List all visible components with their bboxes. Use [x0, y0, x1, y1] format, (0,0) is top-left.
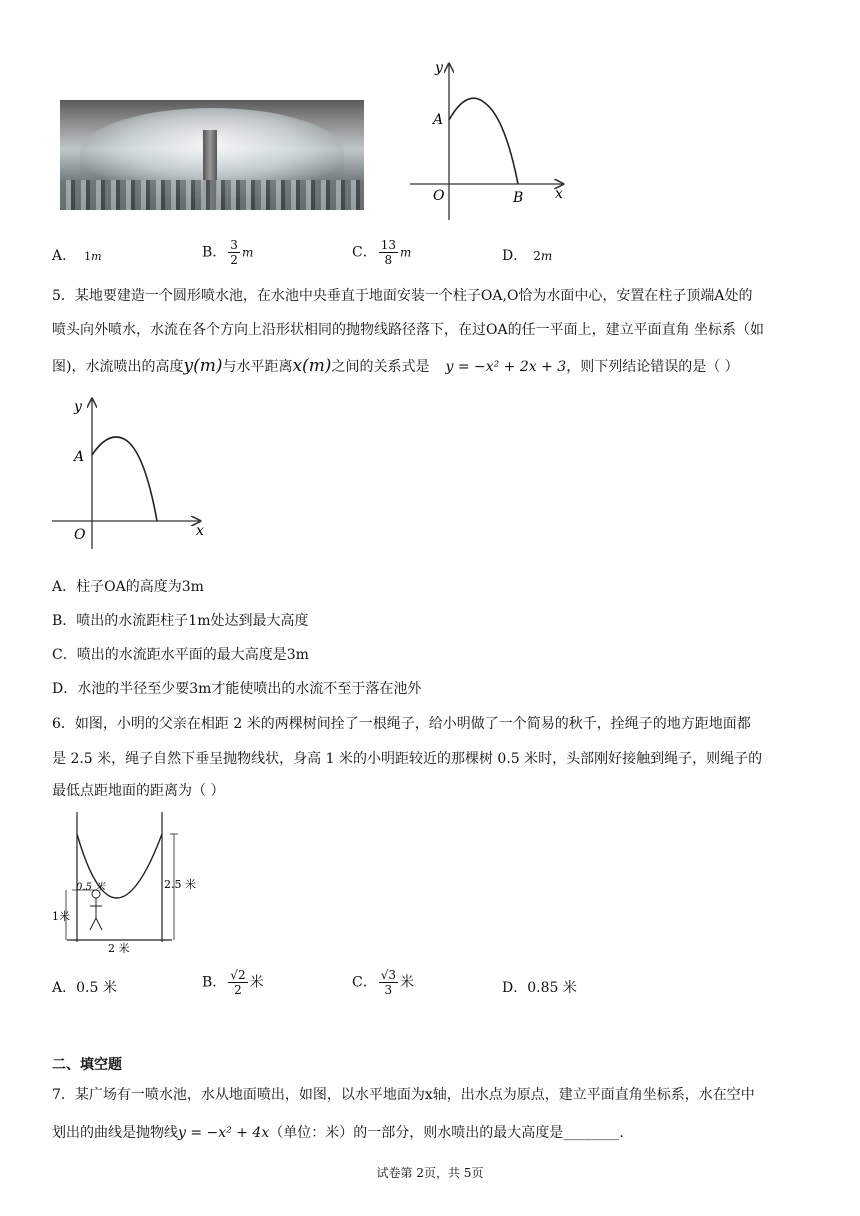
q5-line1: 5．某地要建造一个圆形喷水池，在水池中央垂直于地面安装一个柱子OA,O恰为水面中心，安置在柱子顶端A处的 — [52, 288, 753, 304]
q6-option-a: A．0.5 米 — [52, 980, 117, 996]
q4-option-a: A． 1m — [52, 248, 102, 264]
q6-option-c: C． $\frac{√3}{3}$ 米 — [352, 968, 414, 997]
q7-formula: y = −x² + 4x — [178, 1125, 270, 1141]
q5-option-c: C．喷出的水流距水平面的最大高度是3m — [52, 647, 309, 663]
q6-twofive-label: 2.5 米 — [164, 878, 196, 891]
q6-line3: 最低点距地面的距离为（ ） — [52, 783, 225, 799]
q4-option-d: D． 2m — [502, 248, 553, 264]
q5-o-label: O — [74, 527, 86, 543]
q5-a-label: A — [74, 449, 85, 465]
q6-option-b: B． $\frac{√2}{2}$ 米 — [202, 968, 264, 997]
q7-line1: 7．某广场有一喷水池，水从地面喷出，如图，以水平地面为x轴，出水点为原点，建立平面直角坐标系，水在空中 — [52, 1087, 755, 1103]
q5-x-label: x — [196, 523, 204, 539]
q5-formula: y = −x² + 2x + 3 — [445, 359, 567, 375]
section-heading: 二、填空题 — [52, 1057, 122, 1073]
q5-line3: 图)，水流喷出的高度y(m)与水平距离x(m)之间的关系式是 y = −x² + 2x + 3，则下列结论错误的是（ ） — [52, 356, 739, 376]
q6-half-label: 0.5 米 — [76, 882, 106, 893]
q5-line2: 喷头向外喷水，水流在各个方向上沿形状相同的抛物线路径落下，在过OA的任一平面上，建立平面直角 坐标系（如 — [52, 322, 765, 338]
q6-two-label: 2 米 — [108, 942, 130, 955]
q4-y-label: y — [435, 60, 443, 76]
q6-line2: 是 2.5 米，绳子自然下垂呈抛物线状，身高 1 米的小明距较近的那棵树 0.5 米时，头部刚好接触到绳子，则绳子的 — [52, 751, 763, 767]
page-footer: 试卷第 2页，共 5页 — [376, 1166, 484, 1180]
q4-a-label: A — [433, 112, 444, 128]
q5-option-a: A．柱子OA的高度为3m — [52, 579, 204, 595]
q6-line1: 6．如图，小明的父亲在相距 2 米的两棵树间拴了一根绳子，给小明做了一个简易的秋千，拴绳子的地方距地面都 — [52, 716, 751, 732]
q5-option-d: D．水池的半径至少要3m才能使喷出的水流不至于落在池外 — [52, 681, 422, 697]
q4-x-label: x — [555, 186, 563, 202]
q5-graph — [48, 393, 218, 553]
q6-swing-figure — [52, 812, 212, 962]
fountain-photo — [60, 100, 364, 210]
q5-y-label: y — [74, 399, 82, 415]
q4-option-c: C． $\frac{13}{8}$ m — [352, 238, 412, 267]
q6-one-label: 1米 — [52, 910, 70, 923]
q4-b-label: B — [513, 190, 524, 206]
q4-o-label: O — [433, 188, 445, 204]
q5-option-b: B．喷出的水流距柱子1m处达到最大高度 — [52, 613, 309, 629]
q4-option-b: B． $\frac{3}{2}$ m — [202, 238, 254, 267]
q7-line2: 划出的曲线是抛物线y = −x² + 4x（单位：米）的一部分，则水喷出的最大高度是________. — [52, 1125, 624, 1141]
q4-graph — [405, 58, 575, 228]
q6-option-d: D．0.85 米 — [502, 980, 577, 996]
